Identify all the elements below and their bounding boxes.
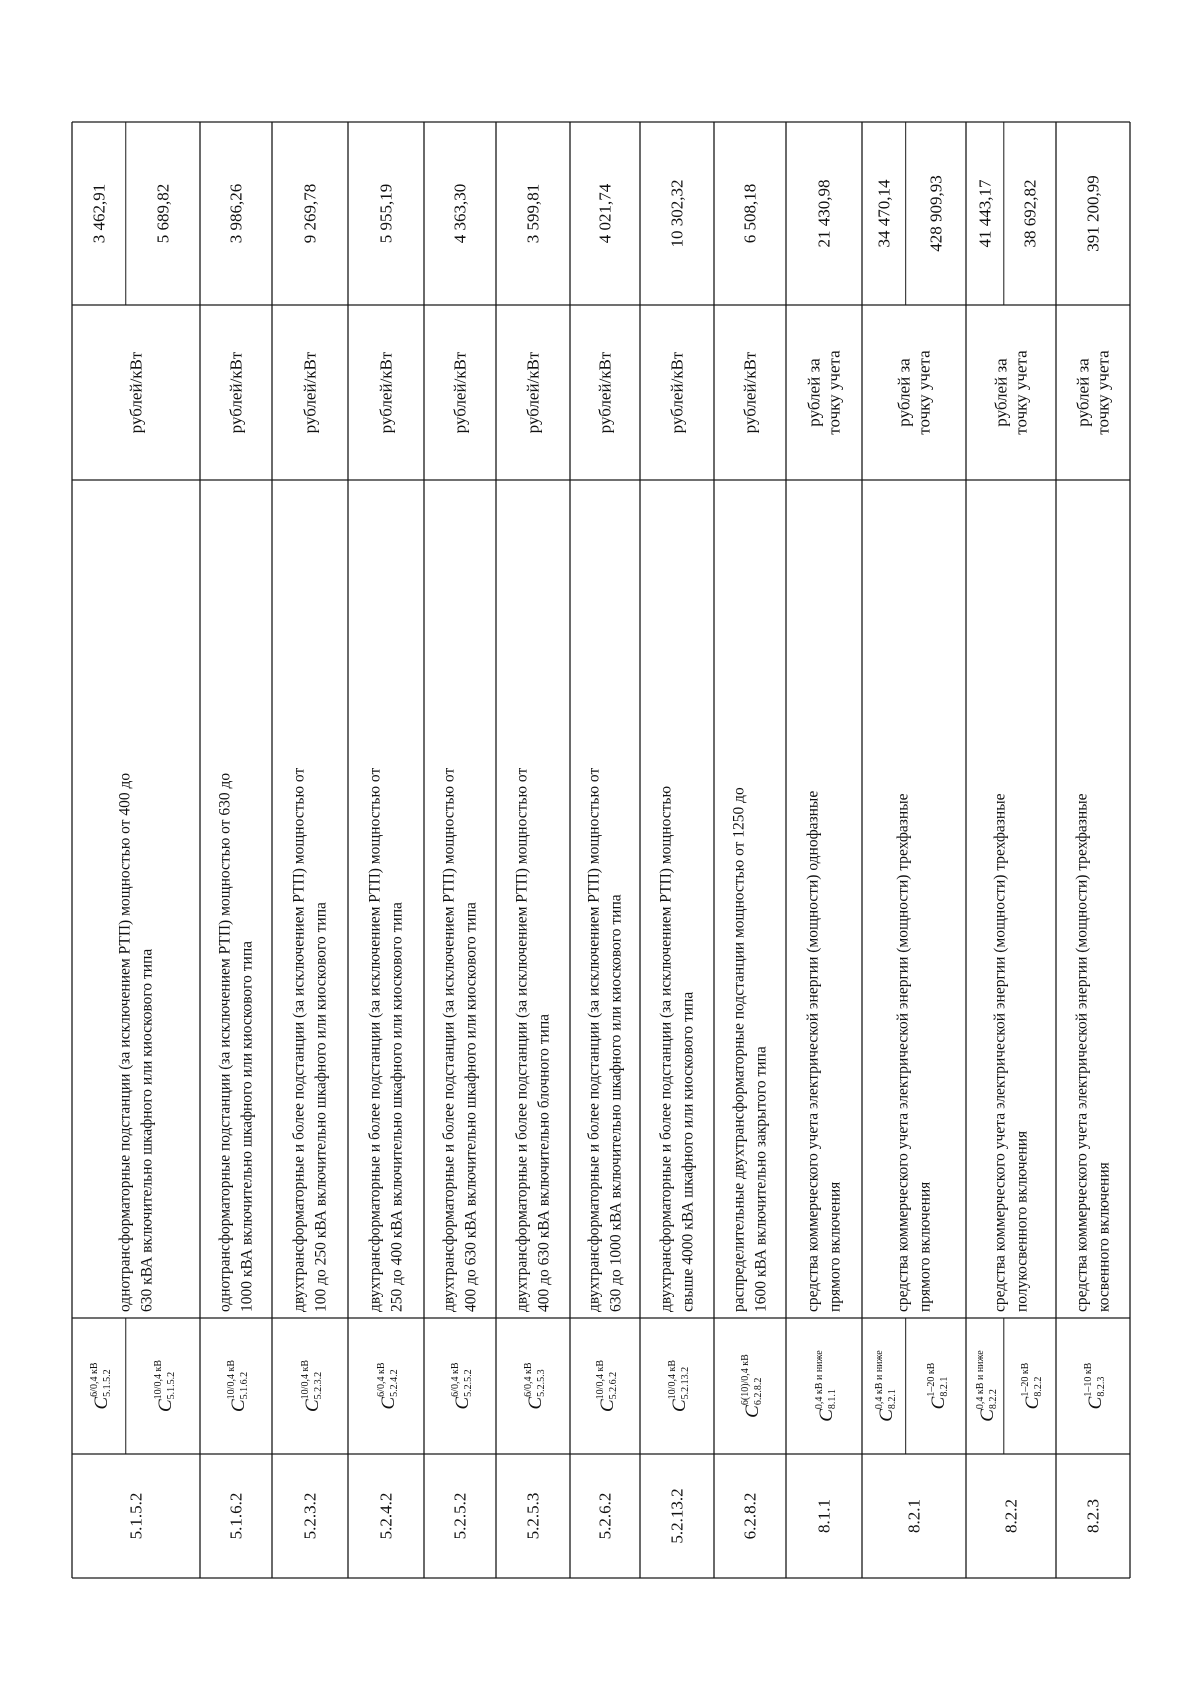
row-number: 5.1.6.2 (226, 1492, 246, 1540)
description-line: 250 до 400 кВА включительно шкафного или киоскового типа (388, 902, 406, 1312)
code-label: $C^{10/0,4 кВ}$ 5.2.6.2 (594, 1360, 619, 1412)
code-label: $C^{0,4 кВ и ниже}$ 8.2.2 (974, 1350, 999, 1422)
price-value: 3 462,91 (89, 183, 109, 244)
price-value: 4 363,30 (450, 183, 470, 244)
code-label: $C^{1-20 кВ}$ 8.2.2 (1019, 1362, 1044, 1410)
description-line: средства коммерческого учета электрической энергии (мощности) однофазные (804, 790, 822, 1312)
row-number: 8.2.2 (1001, 1499, 1021, 1533)
description-line: 400 до 630 кВА включительно блочного типа (535, 1013, 553, 1312)
unit-label: точку учета (1011, 350, 1031, 435)
price-value: 9 269,78 (300, 183, 320, 244)
unit-label: рублей за (894, 358, 914, 427)
unit-label: точку учета (824, 350, 844, 435)
code-label: $C^{0,4 кВ и ниже}$ 8.1.1 (813, 1350, 838, 1422)
description-line: 1000 кВА включительно шкафного или киоскового типа (238, 940, 256, 1312)
description-line: 100 до 250 кВА включительно шкафного или киоскового типа (312, 902, 330, 1312)
description-line: полукосвенного включения (1013, 1130, 1031, 1312)
row-number: 5.2.6.2 (595, 1492, 615, 1540)
unit-label: рублей/кВт (226, 351, 246, 434)
price-value: 10 302,32 (667, 179, 687, 248)
unit-label: рублей/кВт (667, 351, 687, 434)
price-value: 3 986,26 (226, 183, 246, 244)
unit-label: рублей/кВт (595, 351, 615, 434)
description-line: свыше 4000 кВА шкафного или киоскового типа (679, 991, 697, 1312)
unit-label: рублей за (991, 358, 1011, 427)
unit-label: точку учета (914, 350, 934, 435)
unit-label: рублей/кВт (740, 351, 760, 434)
code-label: $C^{0,4 кВ и ниже}$ 8.2.1 (873, 1350, 898, 1422)
code-label: $C^{6(10)/0,4 кВ}$ 6.2.8.2 (739, 1354, 764, 1418)
description-line: прямого включения (916, 1181, 934, 1312)
price-value: 5 689,82 (153, 183, 173, 244)
unit-label: рублей/кВт (126, 351, 146, 434)
code-label: $C^{6/0,4 кВ}$ 5.1.5.2 (88, 1362, 113, 1410)
row-number: 5.1.5.2 (126, 1492, 146, 1540)
description-line: 400 до 630 кВА включительно шкафного или киоскового типа (462, 902, 480, 1312)
price-value: 3 599,81 (523, 183, 543, 244)
price-value: 41 443,17 (975, 179, 995, 248)
code-label: $C^{6/0,4 кВ}$ 5.2.5.3 (522, 1362, 547, 1410)
code-label: $C^{10/0,4 кВ}$ 5.1.6.2 (225, 1360, 250, 1412)
row-number: 5.2.5.2 (450, 1492, 470, 1540)
price-value: 34 470,14 (874, 179, 894, 248)
unit-label: рублей/кВт (376, 351, 396, 434)
description-line: 630 до 1000 кВА включительно шкафного или киоскового типа (607, 894, 625, 1312)
price-value: 391 200,99 (1083, 175, 1103, 252)
unit-label: рублей за (804, 358, 824, 427)
row-number: 5.2.4.2 (376, 1492, 396, 1540)
row-number: 5.2.3.2 (300, 1492, 320, 1540)
code-label: $C^{6/0,4 кВ}$ 5.2.4.2 (375, 1362, 400, 1410)
tariff-table (72, 122, 1130, 1578)
row-number: 8.2.3 (1083, 1499, 1103, 1533)
description-line: двухтрансформаторные и более подстанции (за исключением РТП) мощностью (657, 785, 675, 1312)
unit-label: рублей/кВт (523, 351, 543, 434)
description-line: 630 кВА включительно шкафного или киоскового типа (138, 948, 156, 1312)
price-value: 38 692,82 (1020, 179, 1040, 248)
description-line: однотрансформаторные подстанции (за исключением РТП) мощностью от 630 до (216, 772, 234, 1312)
row-number: 6.2.8.2 (740, 1492, 760, 1540)
unit-label: рублей/кВт (300, 351, 320, 434)
description-line: средства коммерческого учета электрической энергии (мощности) трехфазные (894, 793, 912, 1312)
unit-label: точку учета (1093, 350, 1113, 435)
price-value: 6 508,18 (740, 183, 760, 244)
description-line: средства коммерческого учета электрической энергии (мощности) трехфазные (991, 793, 1009, 1312)
description-line: двухтрансформаторные и более подстанции (за исключением РТП) мощностью от (290, 767, 308, 1312)
price-value: 5 955,19 (376, 183, 396, 244)
row-number: 8.2.1 (904, 1499, 924, 1533)
table-cells (88, 175, 1112, 1543)
code-label: $C^{10/0,4 кВ}$ 5.2.3.2 (299, 1360, 324, 1412)
description-line: двухтрансформаторные и более подстанции (за исключением РТП) мощностью от (513, 767, 531, 1312)
price-value: 428 909,93 (926, 175, 946, 252)
price-value: 4 021,74 (595, 183, 615, 244)
code-label: $C^{10/0,4 кВ}$ 5.2.13.2 (666, 1360, 691, 1412)
description-line: однотрансформаторные подстанции (за исключением РТП) мощностью от 400 до (116, 772, 134, 1312)
description-line: двухтрансформаторные и более подстанции (за исключением РТП) мощностью от (366, 767, 384, 1312)
unit-label: рублей за (1073, 358, 1093, 427)
code-label: $C^{10/0,4 кВ}$ 5.1.5.2 (152, 1360, 177, 1412)
unit-label: рублей/кВт (450, 351, 470, 434)
row-number: 5.2.5.3 (523, 1492, 543, 1540)
description-line: распределительные двухтрансформаторные подстанции мощностью от 1250 до (730, 787, 748, 1312)
price-value: 21 430,98 (814, 179, 834, 248)
code-label: $C^{1-10 кВ}$ 8.2.3 (1082, 1362, 1107, 1410)
description-line: 1600 кВА включительно закрытого типа (752, 1046, 770, 1312)
description-line: двухтрансформаторные и более подстанции (за исключением РТП) мощностью от (440, 767, 458, 1312)
row-number: 5.2.13.2 (667, 1488, 687, 1544)
row-number: 8.1.1 (814, 1499, 834, 1533)
description-line: прямого включения (826, 1181, 844, 1312)
description-line: косвенного включения (1095, 1162, 1113, 1312)
code-label: $C^{1-20 кВ}$ 8.2.1 (925, 1362, 950, 1410)
description-line: двухтрансформаторные и более подстанции (за исключением РТП) мощностью от (585, 767, 603, 1312)
description-line: средства коммерческого учета электрической энергии (мощности) трехфазные (1073, 793, 1091, 1312)
code-label: $C^{6/0,4 кВ}$ 5.2.5.2 (449, 1362, 474, 1410)
